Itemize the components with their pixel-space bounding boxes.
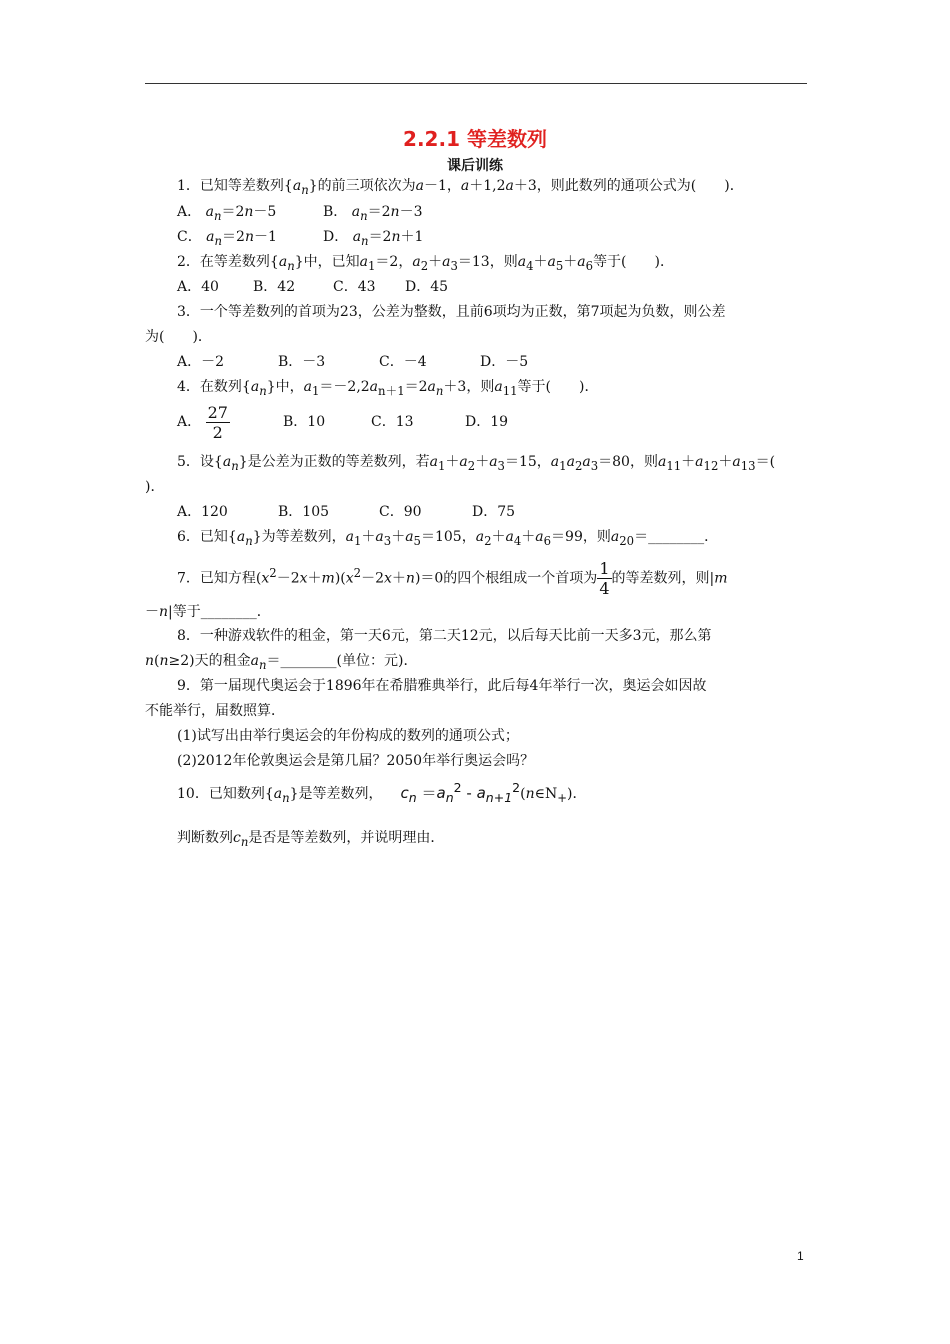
question-3-stem-line-2: 为( )． (145, 329, 212, 345)
question-2-option-d: D．45 (405, 279, 449, 295)
question-8-stem-line-1: 8．一种游戏软件的租金，第一天6元，第二天12元，以后每天比前一天多3元，那么第 (177, 628, 712, 644)
question-1-option-c: C． $a_n=2n-1$ (177, 229, 277, 248)
question-9-stem-line-1: 9．第一届现代奥运会于1896年在希腊雅典举行，此后每4年举行一次，奥运会如因故 (177, 678, 707, 694)
question-2-option-b: B．42 (253, 279, 296, 295)
question-3-options (177, 352, 528, 372)
question-5-option-b: B．105 (278, 504, 330, 520)
question-9-part-1: (1)试写出由举行奥运会的年份构成的数列的通项公式； (177, 728, 519, 744)
question-10-stem: 10．已知数列$\{a_n\}$是等差数列， $c_n =a_n^2$ - $a_{n+1}^2(n\in N_+)$． (177, 780, 587, 805)
question-5-option-c: C．90 (379, 504, 422, 520)
question-5-stem-line-2: )． (145, 479, 165, 495)
question-2-option-a: A．40 (177, 279, 219, 295)
question-3-option-a: A．－2 (177, 354, 225, 370)
question-6-stem: 6．已知$\{a_n\}$为等差数列，$a_1+a_3+a_5=105$，$a_2+a_4+a_6=99$，则$a_{20}=\_\_\_\_\_\_\_\_$． (177, 529, 719, 548)
question-1-option-a: A． $a_n=2n-5$ (177, 204, 277, 223)
question-4-option-d: D．19 (465, 414, 509, 430)
question-5-option-a: A．120 (177, 504, 228, 520)
question-5-stem: 5．设$\{a_n\}$是公差为正数的等差数列，若$a_1+a_2+a_3=15$，$a_1a_2a_3=80$，则$a_{11}+a_{12}+a_{13}=$( (177, 454, 776, 473)
question-4-stem: 4．在数列$\{a_n\}$中，$a_1=-2,2a_{n+1}=2a_n+3$，则$a_{11}$等于( )． (177, 379, 599, 398)
question-7-stem-line-2: －n|等于________． (145, 604, 271, 620)
question-2-stem: 2．在等差数列$\{a_n\}$中，已知$a_1=2$，$a_2+a_3=13$，则$a_4+a_5+a_6$等于( )． (177, 254, 674, 273)
fraction-27-over-2: $\frac{27}{2}$ (207, 402, 228, 442)
question-9-part-2: (2)2012年伦敦奥运会是第几届？2050年举行奥运会吗？ (177, 753, 535, 769)
question-4-option-a: A． $\frac{27}{2}$ (177, 402, 228, 442)
header-rule (145, 83, 807, 84)
question-2-options (177, 277, 448, 297)
question-3-option-b: B．－3 (278, 354, 326, 370)
fraction-1-over-4: $\frac{1}{4}$ (599, 559, 610, 599)
question-1-option-d: D． $a_n=2n+1$ (323, 229, 424, 248)
page-number: 1 (797, 1249, 804, 1263)
question-9-stem-line-2: 不能举行，届数照算． (145, 703, 285, 719)
question-8-stem-line-2: n(n≥2)天的租金$a_n=\_\_\_\_\_\_\_\_$(单位：元)． (145, 653, 418, 672)
question-5-option-d: D．75 (472, 504, 516, 520)
question-4-option-c: C．13 (371, 414, 414, 430)
question-1-stem: 1．已知等差数列$\{a_n\}$的前三项依次为a－1，a＋1,2a＋3，则此数列的通项公式为( )． (177, 178, 744, 197)
question-1-options-row-2 (177, 227, 423, 251)
question-1-options-row-1 (177, 202, 423, 226)
question-10-stem-line-2: 判断数列$c_n$是否是等差数列，并说明理由． (177, 830, 445, 849)
formula-cn: $c_n =a_n^2 - a_{n+1}^2$ (400, 780, 521, 805)
question-7-stem: 7．已知方程$(x^2-2x+m)(x^2-2x+n)=0$的四个根组成一个首项为 $\frac{1}{4}$ 的等差数列，则|m (177, 559, 728, 599)
question-3-stem-line-1: 3．一个等差数列的首项为23，公差为整数，且前6项均为正数，第7项起为负数，则公差 (177, 304, 726, 320)
question-3-option-d: D．－5 (480, 354, 529, 370)
question-5-options (177, 502, 515, 522)
question-1-option-b: B． $a_n=2n-3$ (323, 204, 423, 223)
question-4-option-b: B．10 (283, 414, 326, 430)
question-3-option-c: C．－4 (379, 354, 427, 370)
page-title: 2.2.1 等差数列 (403, 127, 547, 151)
page-subtitle: 课后训练 (447, 158, 503, 174)
question-4-options (177, 398, 508, 446)
question-2-option-c: C．43 (333, 279, 376, 295)
